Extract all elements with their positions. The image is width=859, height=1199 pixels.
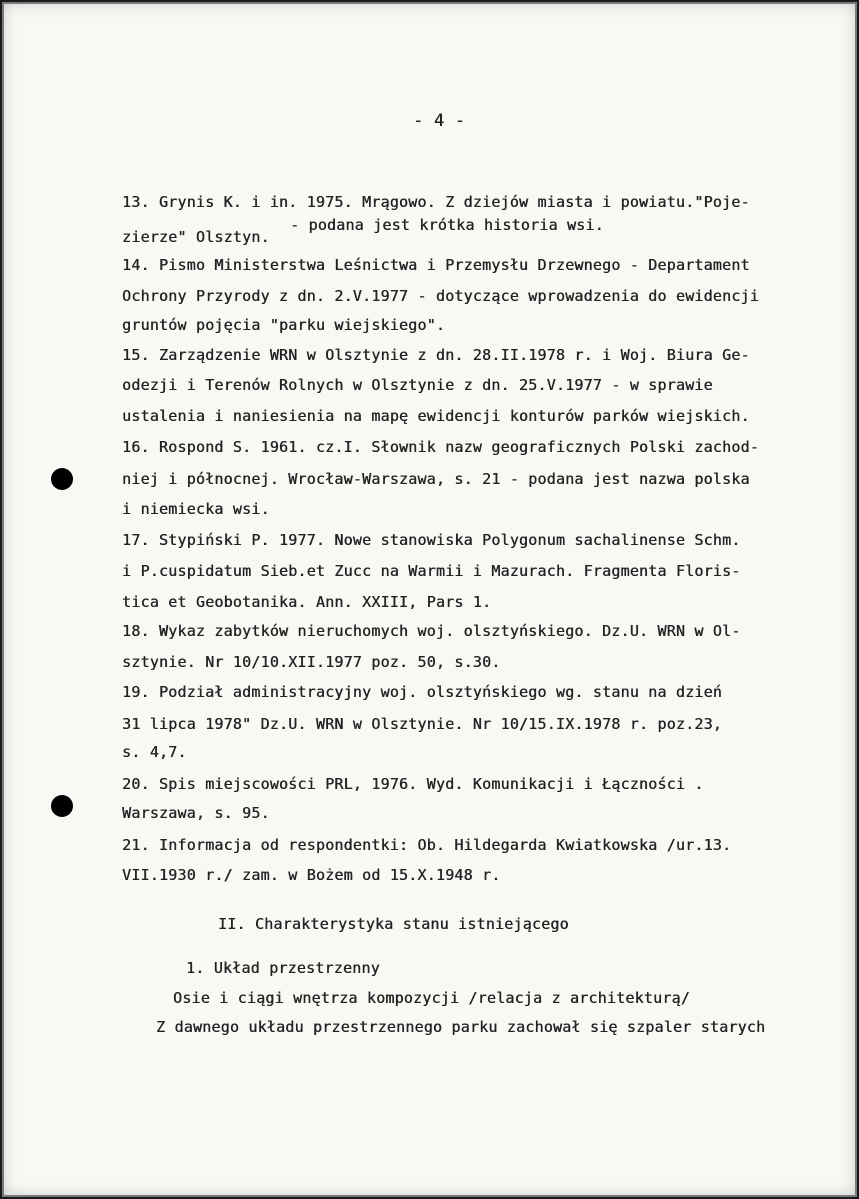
reference-18-line-2: sztynie. Nr 10/10.XII.1977 poz. 50, s.30.	[122, 653, 501, 671]
reference-17-line-2: i P.cuspidatum Sieb.et Zucc na Warmii i Mazurach. Fragmenta Floris-	[122, 562, 741, 580]
reference-14-line-2: Ochrony Przyrody z dn. 2.V.1977 - dotyczące wprowadzenia do ewidencji	[122, 287, 759, 305]
reference-16-line-3: i niemiecka wsi.	[122, 500, 270, 518]
reference-15-line-3: ustalenia i naniesienia na mapę ewidencji konturów parków wiejskich.	[122, 407, 750, 425]
section-heading: II. Charakterystyka stanu istniejącego	[218, 915, 569, 933]
reference-13-line-2: zierze" Olsztyn.	[122, 228, 270, 246]
reference-15-line-1: 15. Zarządzenie WRN w Olsztynie z dn. 28.II.1978 r. i Woj. Biura Ge-	[122, 346, 750, 364]
reference-17-line-3: tica et Geobotanika. Ann. XXIII, Pars 1.	[122, 593, 492, 611]
page-number: - 4 -	[413, 111, 466, 131]
reference-19-line-1: 19. Podział administracyjny woj. olsztyńskiego wg. stanu na dzień	[122, 683, 722, 701]
reference-20-line-1: 20. Spis miejscowości PRL, 1976. Wyd. Komunikacji i Łączności .	[122, 775, 704, 793]
reference-21-line-2: VII.1930 r./ zam. w Bożem od 15.X.1948 r.	[122, 866, 501, 884]
reference-13-insertion: - podana jest krótka historia wsi.	[290, 216, 604, 234]
reference-13-line-1: 13. Grynis K. i in. 1975. Mrągowo. Z dziejów miasta i powiatu."Poje-	[122, 193, 750, 211]
reference-16-line-1: 16. Rospond S. 1961. cz.I. Słownik nazw geograficznych Polski zachod-	[122, 438, 759, 456]
body-text-line: Z dawnego układu przestrzennego parku zachował się szpaler starych	[156, 1018, 766, 1036]
reference-18-line-1: 18. Wykaz zabytków nieruchomych woj. olsztyńskiego. Dz.U. WRN w Ol-	[122, 622, 741, 640]
subsection-heading: 1. Układ przestrzenny	[186, 959, 380, 977]
reference-16-line-2: niej i północnej. Wrocław-Warszawa, s. 21 - podana jest nazwa polska	[122, 470, 750, 488]
punch-hole-top	[51, 468, 73, 490]
reference-14-line-3: gruntów pojęcia "parku wiejskiego".	[122, 316, 446, 334]
reference-17-line-1: 17. Stypiński P. 1977. Nowe stanowiska Polygonum sachalinense Schm.	[122, 531, 741, 549]
reference-20-line-2: Warszawa, s. 95.	[122, 804, 270, 822]
reference-19-line-2: 31 lipca 1978" Dz.U. WRN w Olsztynie. Nr 10/15.IX.1978 r. poz.23,	[122, 715, 722, 733]
reference-19-line-3: s. 4,7.	[122, 743, 187, 761]
subsection-subheading: Osie i ciągi wnętrza kompozycji /relacja z architekturą/	[173, 989, 690, 1007]
reference-21-line-1: 21. Informacja od respondentki: Ob. Hildegarda Kwiatkowska /ur.13.	[122, 836, 732, 854]
reference-15-line-2: odezji i Terenów Rolnych w Olsztynie z dn. 25.V.1977 - w sprawie	[122, 376, 713, 394]
punch-hole-bottom	[51, 795, 73, 817]
reference-14-line-1: 14. Pismo Ministerstwa Leśnictwa i Przemysłu Drzewnego - Departament	[122, 256, 750, 274]
